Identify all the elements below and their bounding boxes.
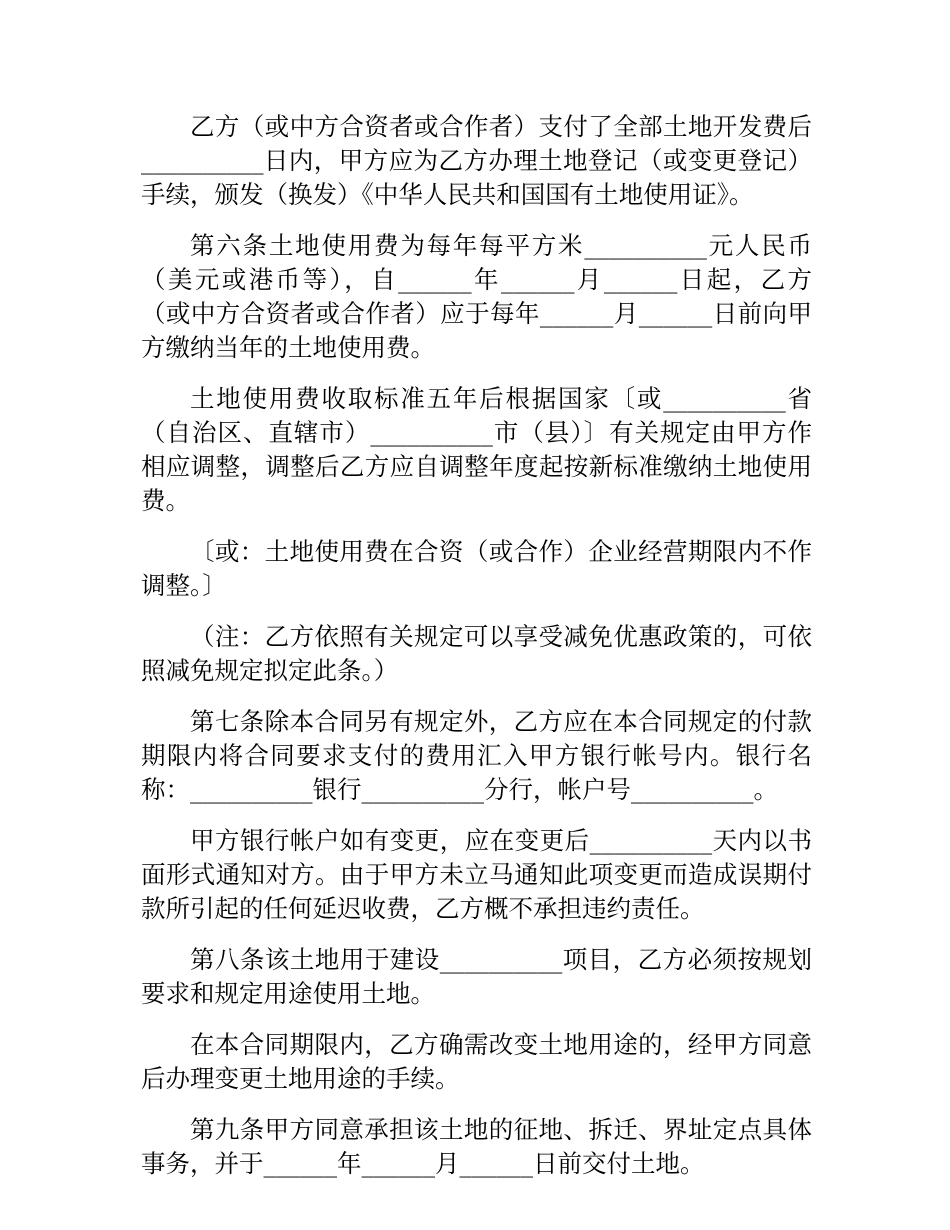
paragraph-land-registration: 乙方（或中方合资者或合作者）支付了全部土地开发费后__________日内，甲方应为乙方办理土地登记（或变更登记）手续，颁发（换发）《中华人民共和国国有土地使用证》。 xyxy=(141,112,812,209)
paragraph-article-8-land-purpose: 第八条该土地用于建设__________项目，乙方必须按规划要求和规定用途使用土地。 xyxy=(141,945,812,1008)
paragraph-change-land-use: 在本合同期限内，乙方确需改变土地用途的，经甲方同意后办理变更土地用途的手续。 xyxy=(141,1030,812,1093)
paragraph-fee-no-adjustment-option: 〔或：土地使用费在合资（或合作）企业经营期限内不作调整。〕 xyxy=(141,537,812,600)
paragraph-article-7-payment: 第七条除本合同另有规定外，乙方应在本合同规定的付款期限内将合同要求支付的费用汇入甲方银行帐号内。银行名称：__________银行__________分行，帐户号__________。 xyxy=(141,707,812,804)
paragraph-note-reduction: （注：乙方依照有关规定可以享受减免优惠政策的，可依照减免规定拟定此条。） xyxy=(141,622,812,685)
paragraph-fee-adjustment: 土地使用费收取标准五年后根据国家〔或__________省（自治区、直辖市）__________市（县）〕有关规定由甲方作相应调整，调整后乙方应自调整年度起按新标准缴纳土地使用费。 xyxy=(141,384,812,515)
paragraph-article-9-delivery: 第九条甲方同意承担该土地的征地、拆迁、界址定点具体事务，并于______年______月______日前交付土地。 xyxy=(141,1115,812,1178)
paragraph-bank-account-change: 甲方银行帐户如有变更，应在变更后__________天内以书面形式通知对方。由于甲方未立马通知此项变更而造成误期付款所引起的任何延迟收费，乙方概不承担违约责任。 xyxy=(141,826,812,923)
paragraph-article-6-land-use-fee: 第六条土地使用费为每年每平方米__________元人民币（美元或港币等），自______年______月______日起，乙方（或中方合资者或合作者）应于每年______月______日前向甲方缴纳当年的土地使用费。 xyxy=(141,231,812,362)
